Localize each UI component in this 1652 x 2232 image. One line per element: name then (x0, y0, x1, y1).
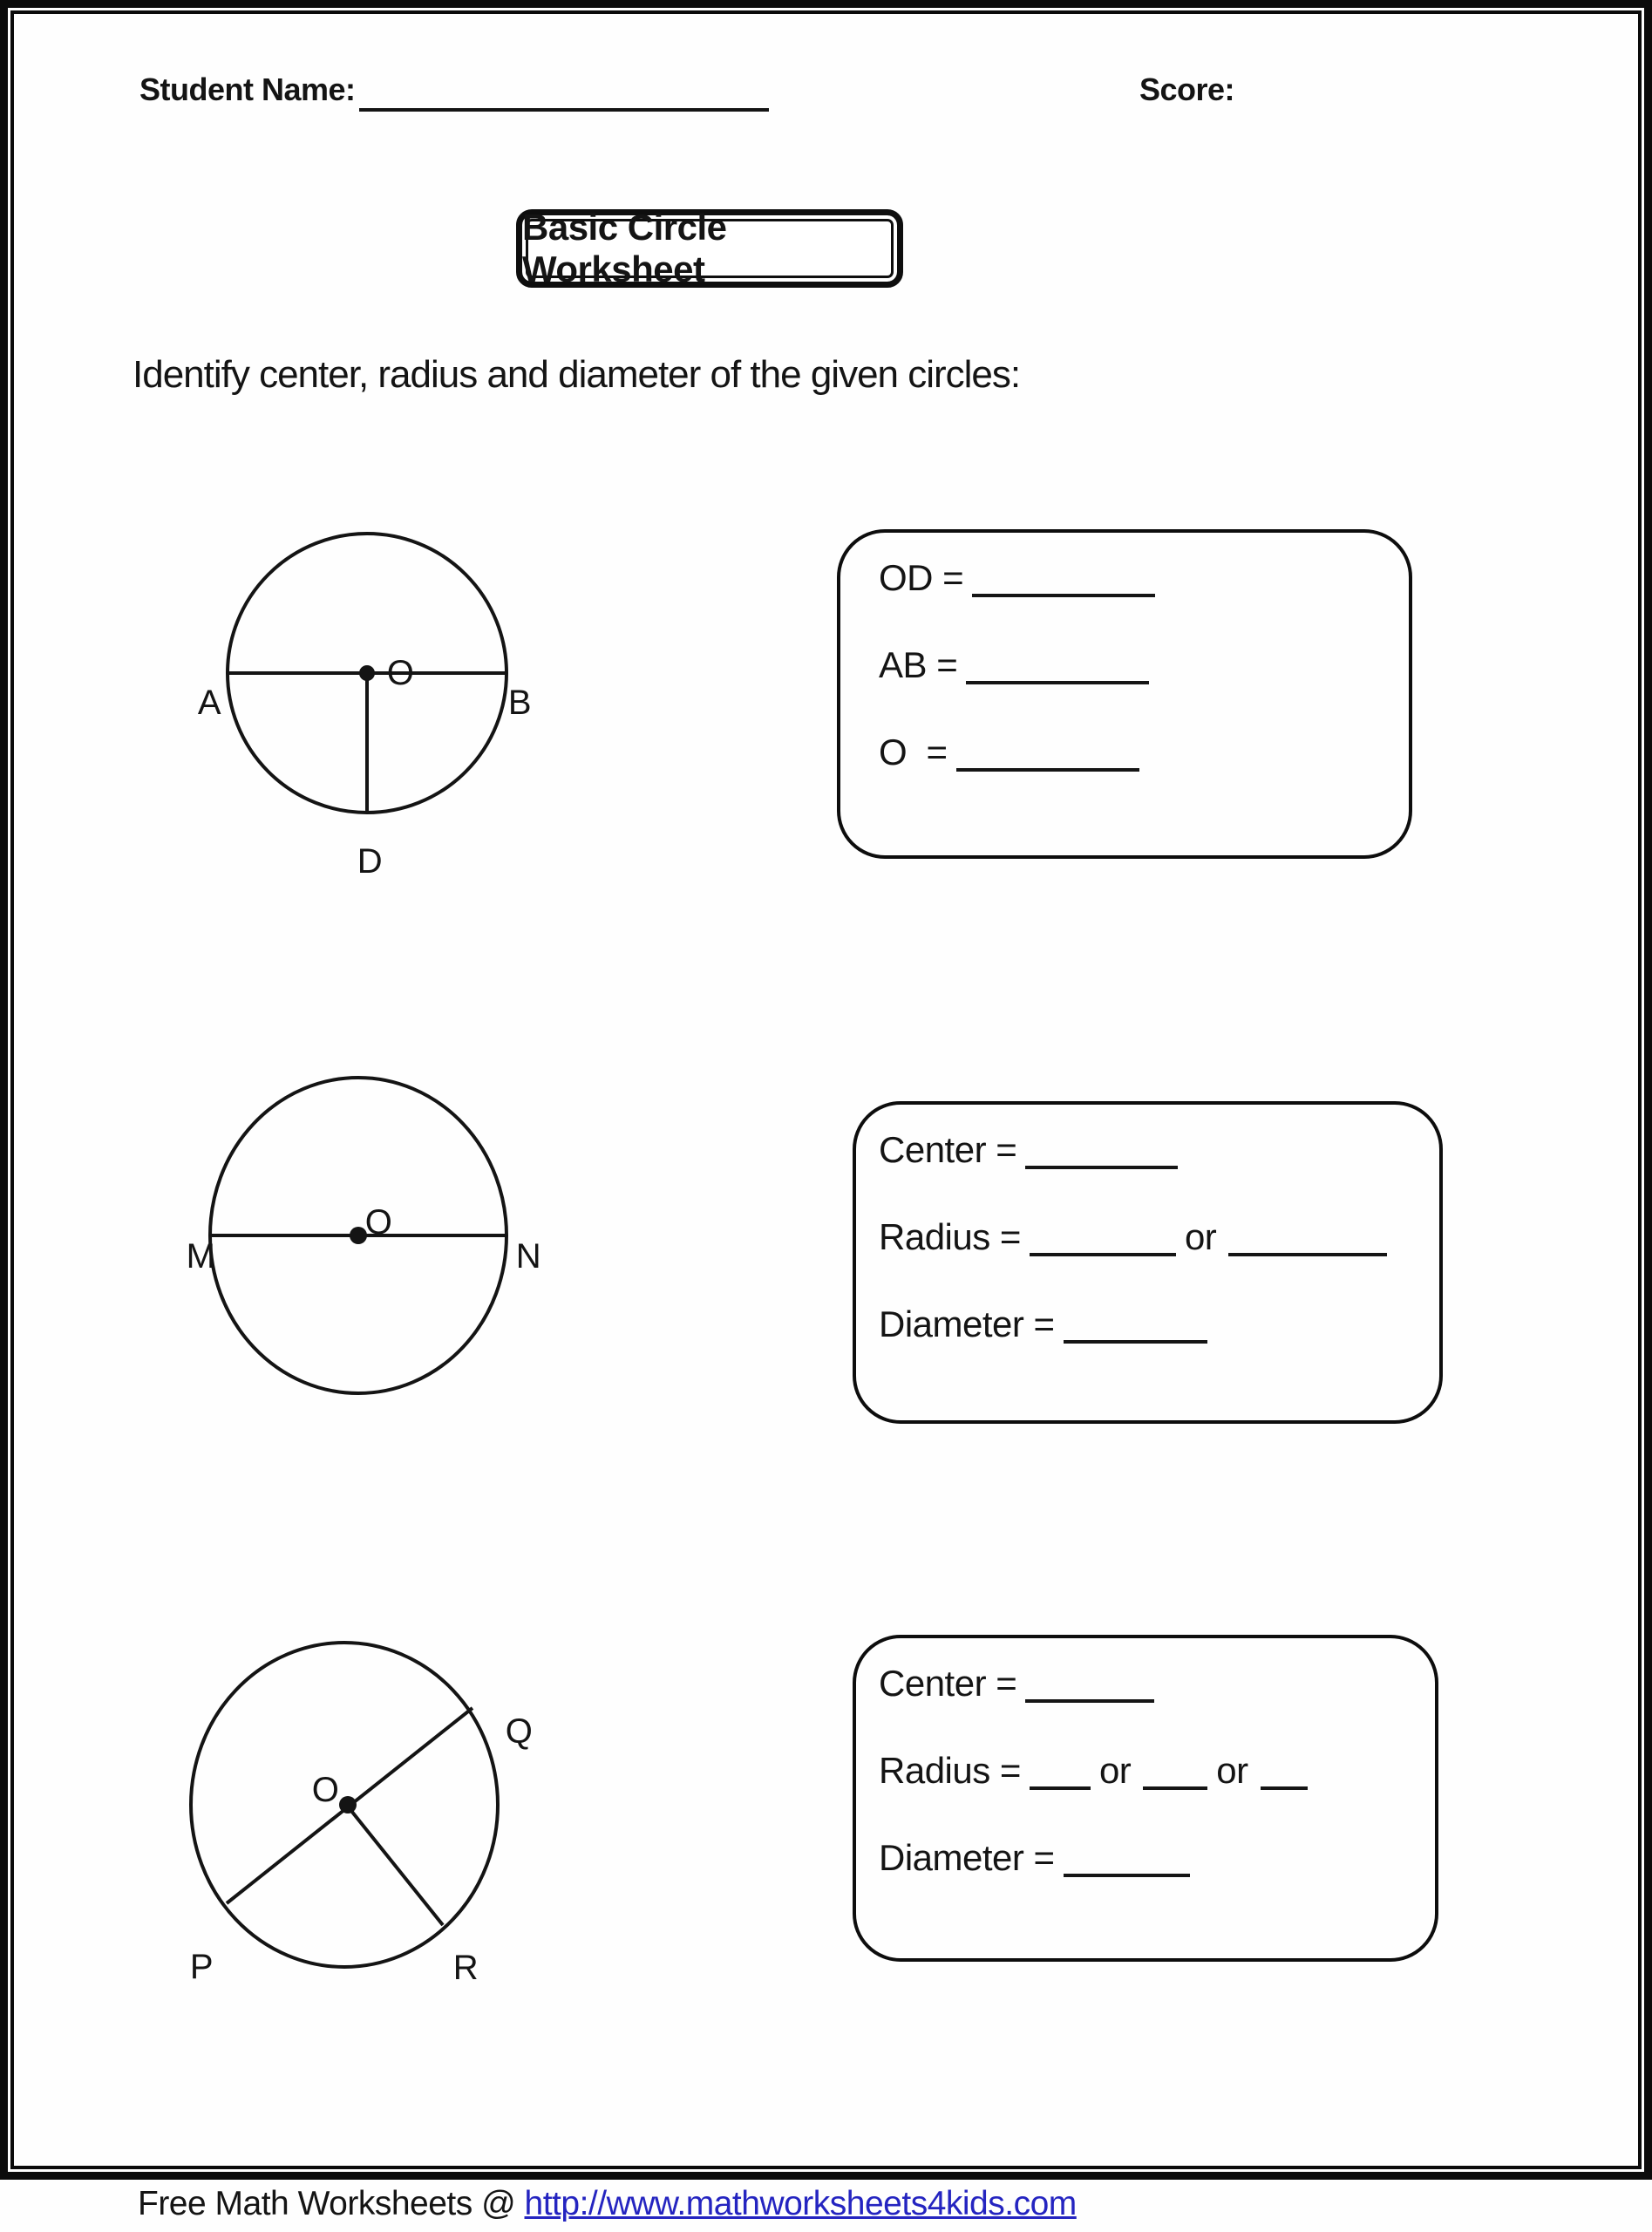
answer-label-diameter: Diameter = (879, 1303, 1055, 1344)
fig1-point-b-label: B (507, 684, 532, 722)
answer-blank (1025, 1140, 1178, 1169)
or-word: or (1216, 1750, 1248, 1791)
answer-label-ab: AB = (879, 644, 958, 685)
answer-blank (972, 568, 1155, 597)
worksheet-title-box (516, 209, 903, 288)
circle-figure-3 (174, 1622, 540, 1997)
answer-blank (956, 742, 1139, 772)
answer-blank (966, 655, 1149, 684)
circle-figure-2 (192, 1064, 558, 1430)
answer-label-center: Center = (879, 1129, 1017, 1170)
answer-blank (1064, 1848, 1190, 1877)
answer-blank (1025, 1673, 1154, 1703)
fig2-point-m-label: M (186, 1237, 215, 1276)
or-word: or (1184, 1216, 1217, 1257)
fig2-center-point-label: O (364, 1203, 392, 1242)
center-dot (339, 1796, 357, 1814)
footer-credit (138, 2185, 1077, 2223)
fig1-point-d-label: D (357, 842, 383, 881)
answer-label-radius: Radius = (879, 1216, 1021, 1257)
instruction-text: Identify center, radius and diameter of the given circles: (133, 353, 1021, 396)
fig3-point-q-label: Q (505, 1712, 533, 1751)
center-dot (359, 665, 375, 681)
answer-blank (1030, 1227, 1176, 1256)
fig2-point-n-label: N (515, 1237, 541, 1276)
fig1-center-point-label: O (386, 654, 414, 692)
answer-label-center: Center = (879, 1663, 1017, 1704)
circle-figure-1 (174, 506, 558, 889)
answer-blank (1261, 1760, 1308, 1790)
student-name-label: Student Name: (139, 71, 356, 107)
answer-label-o: O = (879, 732, 948, 772)
worksheet-title: Basic Circle Worksheet (522, 207, 727, 289)
footer-prefix-text: Free Math Worksheets @ (138, 2185, 525, 2222)
answer-box-1 (837, 529, 1412, 859)
footer-link[interactable]: http://www.mathworksheets4kids.com (524, 2185, 1077, 2222)
fig1-point-a-label: A (197, 684, 221, 722)
fig3-point-r-label: R (452, 1949, 479, 1987)
or-word: or (1098, 1750, 1132, 1791)
answer-label-diameter: Diameter = (879, 1837, 1055, 1878)
answer-blank (1143, 1760, 1207, 1790)
answer-blank (1030, 1760, 1091, 1790)
score-label: Score: (1139, 71, 1235, 107)
answer-box-2 (853, 1101, 1443, 1424)
fig3-center-point-label: O (311, 1771, 339, 1809)
answer-label-od: OD = (879, 557, 964, 598)
answer-blank (1228, 1227, 1387, 1256)
answer-label-radius: Radius = (879, 1750, 1021, 1791)
answer-box-3 (853, 1635, 1438, 1962)
student-name-blank-line (359, 108, 769, 112)
answer-blank (1064, 1314, 1207, 1344)
fig3-point-p-label: P (189, 1948, 214, 1986)
